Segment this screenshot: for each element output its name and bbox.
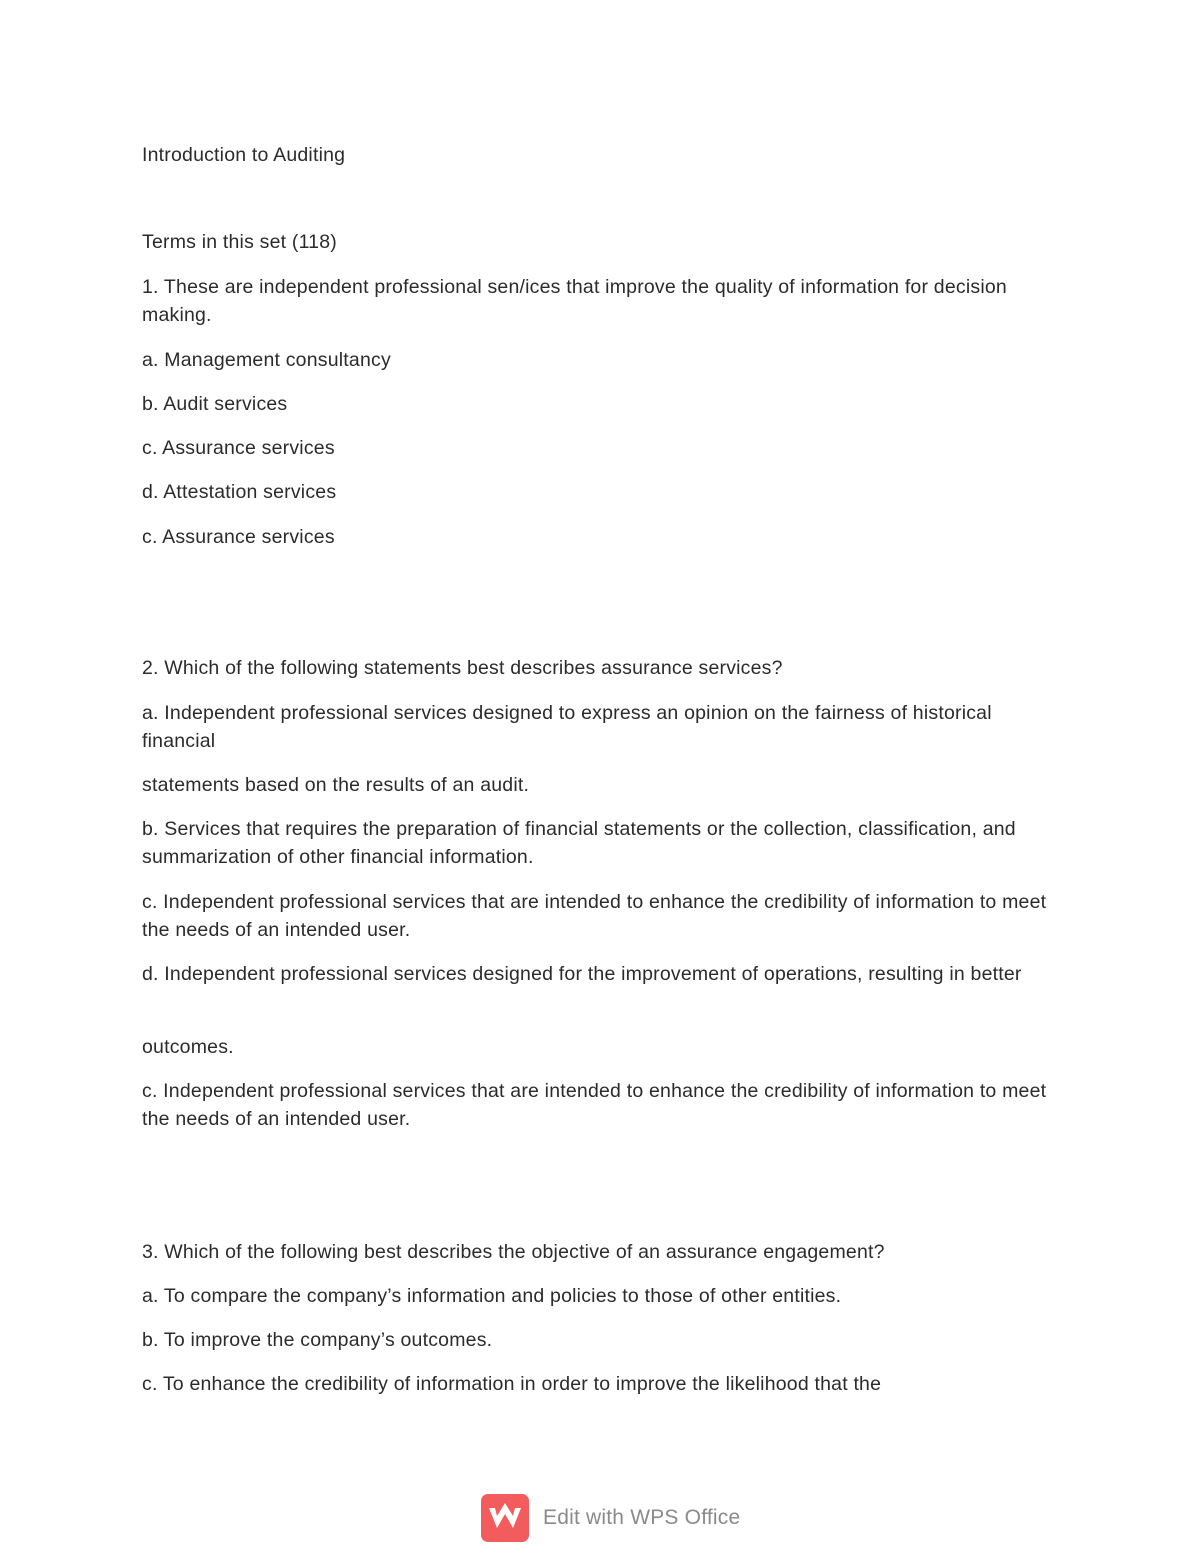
question-1-option-b: b. Audit services: [142, 393, 288, 415]
question-3-option-c: c. To enhance the credibility of information in order to improve the likelihood that the: [142, 1373, 882, 1395]
terms-count: Terms in this set (118): [142, 231, 337, 253]
wps-office-logo-icon: [481, 1494, 529, 1542]
question-1-option-a: a. Management consultancy: [142, 349, 391, 371]
question-2-text: 2. Which of the following statements best describes assurance services?: [142, 657, 783, 679]
question-3-option-b: b. To improve the company’s outcomes.: [142, 1329, 493, 1351]
question-2-option-d-line2: outcomes.: [142, 1036, 234, 1058]
question-3-option-a: a. To compare the company’s information and policies to those of other entities.: [142, 1285, 842, 1307]
document-title: Introduction to Auditing: [142, 144, 346, 166]
question-2-answer: c. Independent professional services that are intended to enhance the credibility of information to meet the needs of an intended user.: [142, 1080, 1047, 1130]
question-3-text: 3. Which of the following best describes the objective of an assurance engagement?: [142, 1241, 885, 1263]
question-2-option-c: c. Independent professional services that are intended to enhance the credibility of information to meet the needs of an intended user.: [142, 891, 1047, 941]
question-2-option-a-line1: a. Independent professional services designed to express an opinion on the fairness of historical financial: [142, 702, 992, 752]
question-2-option-d-line1: d. Independent professional services designed for the improvement of operations, resulting in better: [142, 963, 1022, 985]
question-2-option-a-line2: statements based on the results of an audit.: [142, 774, 530, 796]
wps-edit-label: Edit with WPS Office: [543, 1506, 741, 1529]
question-1-option-c: c. Assurance services: [142, 437, 335, 459]
question-1-option-d: d. Attestation services: [142, 481, 337, 503]
question-2-option-b: b. Services that requires the preparation of financial statements or the collection, classification, and summarization of other financial information.: [142, 818, 1016, 868]
wps-edit-banner[interactable]: [481, 1494, 740, 1542]
question-1-answer: c. Assurance services: [142, 526, 335, 548]
question-1-text: 1. These are independent professional sen/ices that improve the quality of information for decision making.: [142, 276, 1007, 326]
